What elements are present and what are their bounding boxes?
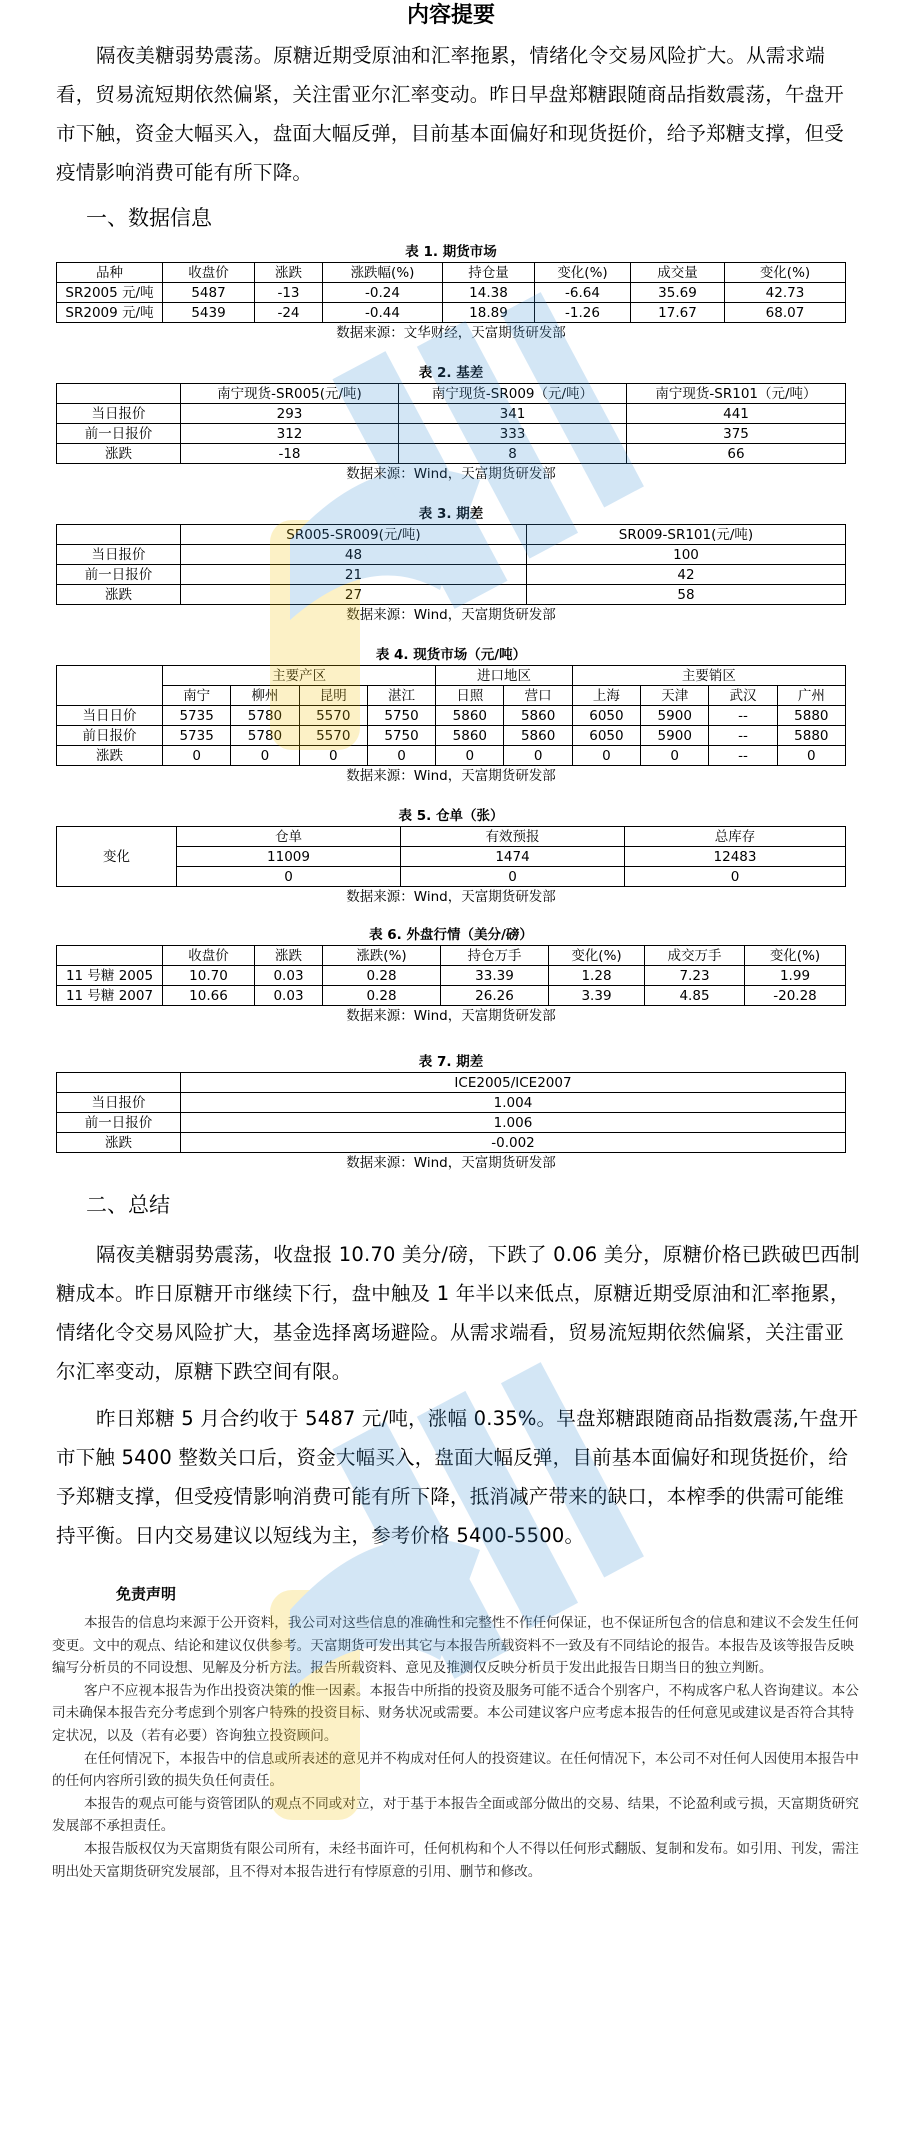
table-cell: 当日报价 (57, 1093, 181, 1113)
table-cell: 58 (527, 585, 846, 605)
header-cell: 持仓万手 (441, 946, 549, 966)
table-2-source: 数据来源：Wind，天富期货研发部 (346, 466, 556, 482)
table-4-source: 数据来源：Wind，天富期货研发部 (346, 768, 556, 784)
table-cell: 0 (625, 867, 846, 887)
table-cell: 21 (181, 565, 527, 585)
table-cell: 10.66 (163, 986, 255, 1006)
table-cell: 341 (399, 404, 627, 424)
spread-table (56, 524, 846, 605)
disclaimer-paragraph: 客户不应视本报告为作出投资决策的惟一因素。本报告中所指的投资及服务可能不适合个别客户，不构成客户私人咨询建议。本公司未确保本报告充分考虑到个别客户特殊的投资目标、财务状况或需要。本公司建议客户应考虑本报告的任何意见或建议是否符合其特定状况，以及（若有必要）咨询独立投资顾问。 (52, 1682, 859, 1744)
table-cell: 5780 (231, 726, 299, 746)
table-header-row (57, 686, 846, 706)
table-cell: 35.69 (631, 283, 725, 303)
futures-market-table (56, 262, 846, 323)
table-row (57, 966, 846, 986)
table-cell: 涨跌 (57, 1133, 181, 1153)
table-row (57, 746, 846, 766)
table-cell: -20.28 (745, 986, 846, 1006)
header-cell: 日照 (436, 686, 504, 706)
table-cell: 18.89 (443, 303, 535, 323)
table-cell: 当日日价 (57, 706, 163, 726)
table-cell: 11 号糖 2007 (57, 986, 163, 1006)
table-cell: -13 (255, 283, 323, 303)
ice-spread-table (56, 1072, 846, 1153)
header-cell: 湛江 (367, 686, 435, 706)
table-3-caption: 表 3. 期差 (418, 506, 484, 522)
header-cell: 仓单 (177, 827, 401, 847)
header-cell: 成交量 (631, 263, 725, 283)
table-cell: 0 (231, 746, 299, 766)
table-cell: -24 (255, 303, 323, 323)
disclaimer-paragraph: 本报告的观点可能与资管团队的观点不同或对立，对于基于本报告全面或部分做出的交易、结果，不论盈利或亏损，天富期货研究发展部不承担责任。 (52, 1795, 859, 1835)
table-row (57, 1133, 846, 1153)
table-cell: 312 (181, 424, 399, 444)
table-6-caption: 表 6. 外盘行情（美分/磅） (369, 927, 533, 943)
header-cell: 上海 (572, 686, 640, 706)
table-cell: 5880 (777, 706, 845, 726)
table-5-caption: 表 5. 仓单（张） (398, 808, 504, 824)
table-cell: 0 (504, 746, 572, 766)
table-7-caption: 表 7. 期差 (418, 1054, 484, 1070)
table-1-block (0, 242, 902, 343)
table-5-source: 数据来源：Wind，天富期货研发部 (346, 889, 556, 905)
corner-cell (57, 1073, 181, 1093)
conclusion-paragraph-2: 昨日郑糖 5 月合约收于 5487 元/吨，涨幅 0.35%。早盘郑糖跟随商品指数震荡,午盘开市下触 5400 整数关口后，资金大幅买入，盘面大幅反弹，目前基本面偏好和现货挺价，给予郑糖支撑，但受疫情影响消费可能有所下降，抵消减产带来的缺口，本榨季的供需可能维持平衡。日内交易建议以短线为主，参考价格 5400-5500。 (56, 1407, 859, 1547)
header-cell: SR009-SR101(元/吨) (527, 525, 846, 545)
table-cell: 0.03 (255, 986, 323, 1006)
header-cell: 持仓量 (443, 263, 535, 283)
table-cell: -- (709, 746, 777, 766)
header-cell: 柳州 (231, 686, 299, 706)
header-cell: 收盘价 (163, 263, 255, 283)
table-cell: 5900 (641, 706, 709, 726)
table-cell: 当日报价 (57, 545, 181, 565)
header-cell: 南宁现货-SR005(元/吨) (181, 384, 399, 404)
disclaimer-paragraph: 本报告的信息均来源于公开资料，我公司对这些信息的准确性和完整性不作任何保证，也不保证所包含的信息和建议不会发生任何变更。文中的观点、结论和建议仅供参考。天富期货可发出其它与本报告所载资料不一致及有不同结论的报告。本报告及该等报告反映编写分析员的不同设想、见解及分析方法。报告所载资料、意见及推测仅反映分析员于发出此报告日期当日的独立判断。 (52, 1615, 859, 1677)
table-cell: -- (709, 726, 777, 746)
table-row (57, 986, 846, 1006)
table-cell: 48 (181, 545, 527, 565)
table-cell: 0 (367, 746, 435, 766)
table-cell: 11 号糖 2005 (57, 966, 163, 986)
table-2-block (0, 363, 902, 484)
table-cell: 42.73 (725, 283, 846, 303)
table-cell: 5439 (163, 303, 255, 323)
table-cell: -0.24 (323, 283, 443, 303)
header-cell: 变化(%) (725, 263, 846, 283)
table-row (57, 303, 846, 323)
table-3-block (0, 504, 902, 625)
table-cell: 0 (641, 746, 709, 766)
header-cell: 涨跌幅(%) (323, 263, 443, 283)
header-cell (57, 525, 181, 545)
table-cell: 5570 (299, 706, 367, 726)
table-cell: 10.70 (163, 966, 255, 986)
table-header-row (57, 525, 846, 545)
warehouse-receipt-table (56, 826, 846, 887)
header-cell: ICE2005/ICE2007 (181, 1073, 846, 1093)
disclaimer-title: 免责声明 (116, 1585, 177, 1603)
table-row (57, 565, 846, 585)
table-cell: 前一日报价 (57, 1113, 181, 1133)
table-cell: 5880 (777, 726, 845, 746)
table-cell: 17.67 (631, 303, 725, 323)
table-row (57, 1093, 846, 1113)
table-1-source: 数据来源：文华财经，天富期货研发部 (336, 325, 566, 341)
header-cell: 变化(%) (549, 946, 645, 966)
table-cell: 5780 (231, 706, 299, 726)
conclusion-paragraph-1: 隔夜美糖弱势震荡，收盘报 10.70 美分/磅，下跌了 0.06 美分，原糖价格已跌破巴西制糖成本。昨日原糖开市继续下行，盘中触及 1 年半以来低点，原糖近期受原油和汇率拖累，情绪化令交易风险扩大，基金选择离场避险。从需求端看，贸易流短期依然偏紧，关注雷亚尔汇率变动，原糖下跌空间有限。 (56, 1243, 860, 1383)
table-cell: 26.26 (441, 986, 549, 1006)
table-cell: 3.39 (549, 986, 645, 1006)
header-cell: 武汉 (709, 686, 777, 706)
table-header-row (57, 827, 846, 847)
table-cell: 0 (177, 867, 401, 887)
table-cell: 100 (527, 545, 846, 565)
table-cell: 11009 (177, 847, 401, 867)
table-cell: 6050 (572, 706, 640, 726)
header-cell: 有效预报 (401, 827, 625, 847)
table-cell: -6.64 (535, 283, 631, 303)
group-header-cell: 主要销区 (572, 666, 845, 686)
table-cell: -18 (181, 444, 399, 464)
table-cell: 前一日报价 (57, 565, 181, 585)
section-data-heading: 一、数据信息 (86, 206, 212, 230)
header-cell: 总库存 (625, 827, 846, 847)
table-cell: 5860 (436, 726, 504, 746)
header-cell: 南宁 (163, 686, 231, 706)
table-cell: 333 (399, 424, 627, 444)
table-1-caption: 表 1. 期货市场 (405, 244, 497, 260)
table-row (57, 404, 846, 424)
table-cell: 375 (627, 424, 846, 444)
header-cell: 南宁现货-SR009（元/吨） (399, 384, 627, 404)
table-cell: 1474 (401, 847, 625, 867)
table-cell: -0.44 (323, 303, 443, 323)
table-7-source: 数据来源：Wind，天富期货研发部 (346, 1155, 556, 1171)
table-5-block (0, 806, 902, 907)
table-2-caption: 表 2. 基差 (418, 365, 484, 381)
table-cell: 5735 (163, 706, 231, 726)
table-cell: 5750 (367, 726, 435, 746)
table-row (57, 726, 846, 746)
header-cell: 营口 (504, 686, 572, 706)
table-cell: 14.38 (443, 283, 535, 303)
table-cell: 5735 (163, 726, 231, 746)
table-cell: 涨跌 (57, 746, 163, 766)
table-cell: -1.26 (535, 303, 631, 323)
table-cell: 5860 (436, 706, 504, 726)
header-cell: 天津 (641, 686, 709, 706)
header-cell (57, 384, 181, 404)
table-4-block (0, 645, 902, 786)
group-header-cell: 主要产区 (163, 666, 436, 686)
summary-paragraph: 隔夜美糖弱势震荡。原糖近期受原油和汇率拖累，情绪化令交易风险扩大。从需求端看，贸易流短期依然偏紧，关注雷亚尔汇率变动。昨日早盘郑糖跟随商品指数震荡，午盘开市下触，资金大幅买入，盘面大幅反弹，目前基本面偏好和现货挺价，给予郑糖支撑，但受疫情影响消费可能有所下降。 (56, 44, 845, 184)
table-row (57, 545, 846, 565)
section-summary-heading: 二、总结 (86, 1193, 170, 1217)
table-cell: 前一日报价 (57, 424, 181, 444)
group-header-cell: 进口地区 (436, 666, 573, 686)
table-cell: 4.85 (645, 986, 745, 1006)
table-cell: 0 (572, 746, 640, 766)
table-cell: 5487 (163, 283, 255, 303)
table-cell: 27 (181, 585, 527, 605)
table-cell: 66 (627, 444, 846, 464)
table-cell: 68.07 (725, 303, 846, 323)
table-cell: 5860 (504, 706, 572, 726)
table-cell: 8 (399, 444, 627, 464)
overseas-market-table (56, 945, 846, 1006)
page-title: 内容提要 (406, 3, 495, 28)
table-cell: 当日报价 (57, 404, 181, 424)
table-row (57, 424, 846, 444)
table-7-block (0, 1052, 902, 1173)
disclaimer-paragraph: 本报告版权仅为天富期货有限公司所有，未经书面许可，任何机构和个人不得以任何形式翻版、复制和发布。如引用、刊发，需注明出处天富期货研究发展部，且不得对本报告进行有悖原意的引用、删节和修改。 (52, 1840, 859, 1880)
table-cell: 293 (181, 404, 399, 424)
header-cell: 涨跌(%) (323, 946, 441, 966)
table-row (57, 706, 846, 726)
table-cell: 7.23 (645, 966, 745, 986)
table-cell: 0.28 (323, 966, 441, 986)
table-cell: 5860 (504, 726, 572, 746)
table-cell: 0 (436, 746, 504, 766)
table-6-source: 数据来源：Wind，天富期货研发部 (346, 1008, 556, 1024)
table-cell: 6050 (572, 726, 640, 746)
spot-market-table (56, 665, 846, 766)
table-cell: 涨跌 (57, 444, 181, 464)
table-cell: 1.006 (181, 1113, 846, 1133)
table-row (57, 1113, 846, 1133)
header-cell: 涨跌 (255, 263, 323, 283)
table-cell: 42 (527, 565, 846, 585)
header-cell: 成交万手 (645, 946, 745, 966)
table-cell: 涨跌 (57, 585, 181, 605)
table-cell: 1.004 (181, 1093, 846, 1113)
disclaimer-paragraph: 在任何情况下，本报告中的信息或所表述的意见并不构成对任何人的投资建议。在任何情况下，本公司不对任何人因使用本报告中的任何内容所引致的损失负任何责任。 (52, 1750, 859, 1790)
corner-cell (57, 666, 163, 706)
table-row (57, 444, 846, 464)
table-cell: 0 (401, 867, 625, 887)
table-cell: 0.03 (255, 966, 323, 986)
header-cell: 收盘价 (163, 946, 255, 966)
table-cell: -- (709, 706, 777, 726)
table-cell: 1.99 (745, 966, 846, 986)
table-3-source: 数据来源：Wind，天富期货研发部 (346, 607, 556, 623)
table-cell: 12483 (625, 847, 846, 867)
header-cell: 南宁现货-SR101（元/吨） (627, 384, 846, 404)
table-cell: 0 (299, 746, 367, 766)
header-cell: 变化(%) (745, 946, 846, 966)
table-cell: 1.28 (549, 966, 645, 986)
table-header-row (57, 946, 846, 966)
table-cell: 0 (163, 746, 231, 766)
table-cell: 5750 (367, 706, 435, 726)
table-cell: 0.28 (323, 986, 441, 1006)
table-row (57, 283, 846, 303)
header-cell: SR005-SR009(元/吨) (181, 525, 527, 545)
table-6-block (0, 925, 902, 1026)
table-cell: SR2009 元/吨 (57, 303, 163, 323)
table-cell: 前日报价 (57, 726, 163, 746)
header-cell (57, 946, 163, 966)
table-cell: 5570 (299, 726, 367, 746)
header-cell: 涨跌 (255, 946, 323, 966)
table-cell: 5900 (641, 726, 709, 746)
table-cell: 0 (777, 746, 845, 766)
table-header-row (57, 263, 846, 283)
table-cell: SR2005 元/吨 (57, 283, 163, 303)
table-header-row (57, 384, 846, 404)
table-cell: 33.39 (441, 966, 549, 986)
header-cell: 广州 (777, 686, 845, 706)
header-cell: 品种 (57, 263, 163, 283)
table-header-row (57, 1073, 846, 1093)
header-cell: 昆明 (299, 686, 367, 706)
table-4-caption: 表 4. 现货市场（元/吨） (375, 647, 527, 663)
table-cell: 441 (627, 404, 846, 424)
table-group-row (57, 666, 846, 686)
row-label-cell: 变化 (57, 827, 177, 887)
table-row (57, 585, 846, 605)
basis-table (56, 383, 846, 464)
table-cell: -0.002 (181, 1133, 846, 1153)
header-cell: 变化(%) (535, 263, 631, 283)
